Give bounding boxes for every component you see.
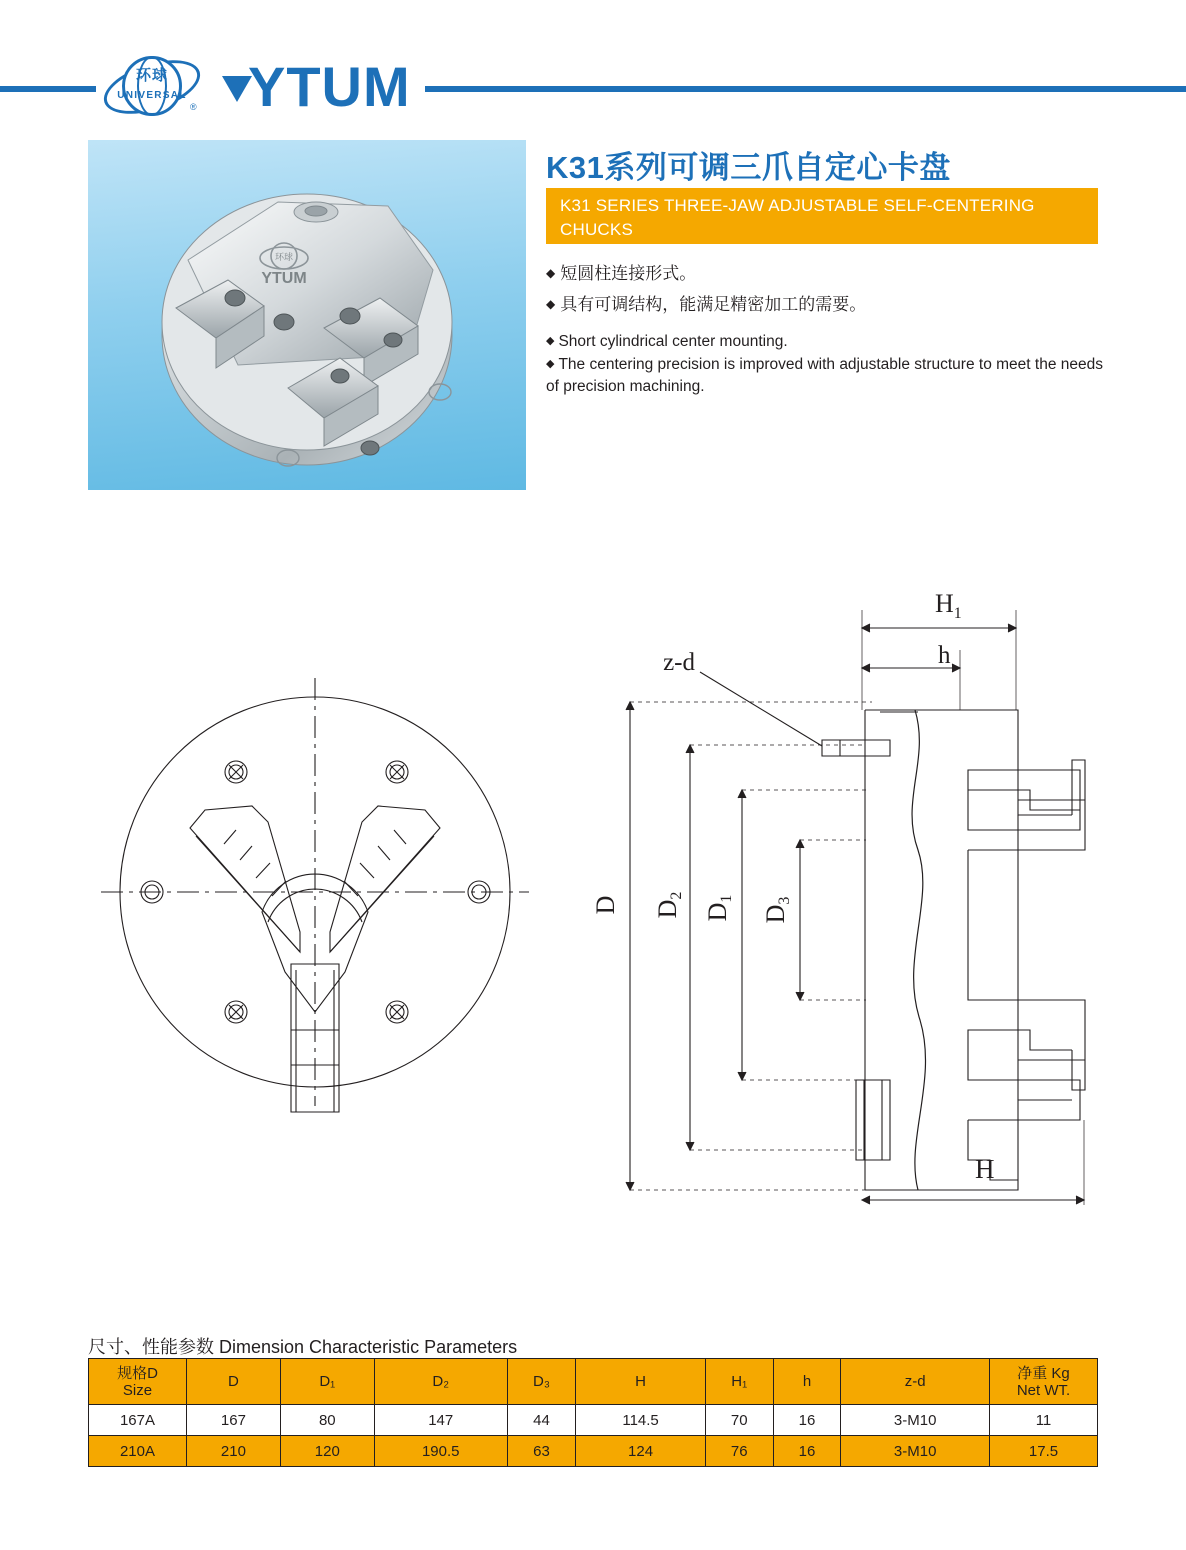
brand-wordmark <box>222 55 411 118</box>
label-D: D <box>591 895 620 915</box>
cell-h: 16 <box>773 1436 841 1467</box>
label-h: h <box>938 642 951 669</box>
product-title-cn: K31系列可调三爪自定心卡盘 <box>546 150 951 185</box>
label-D1: D1 <box>703 894 735 922</box>
feature-en-item: ◆ The centering precision is improved with adjustable structure to meet the needs of precision machining. <box>546 356 1103 395</box>
cell-net: 11 <box>990 1405 1098 1436</box>
label-H: H <box>975 1154 995 1184</box>
product-photo <box>88 140 526 490</box>
logo-cn-text: 环球 <box>135 67 168 84</box>
th-H: H <box>576 1359 706 1405</box>
feature-cn-item: ◆ 短圆柱连接形式。 <box>546 264 697 283</box>
feature-cn-item: ◆ 具有可调结构，能满足精密加工的需要。 <box>546 295 867 314</box>
cell-D2: 147 <box>374 1405 507 1436</box>
cell-h: 16 <box>773 1405 841 1436</box>
chuck-illustration <box>88 140 526 490</box>
th-D: D <box>187 1359 281 1405</box>
svg-text:环球: 环球 <box>274 252 294 262</box>
bullet-diamond-icon: ◆ <box>546 297 556 311</box>
cell-size: 167A <box>89 1405 187 1436</box>
table-caption: 尺寸、性能参数 Dimension Characteristic Parameters <box>88 1337 518 1357</box>
cell-size: 210A <box>89 1436 187 1467</box>
label-zd: z-d <box>663 649 695 676</box>
page-header <box>0 0 1186 130</box>
cell-D1: 80 <box>280 1405 374 1436</box>
features-en <box>546 330 1106 398</box>
feature-en-item: ◆ Short cylindrical center mounting. <box>546 333 788 350</box>
cell-H: 124 <box>576 1436 706 1467</box>
drawing-svg <box>0 560 1186 1220</box>
technical-drawings <box>0 560 1186 1220</box>
features-cn <box>546 258 1102 320</box>
svg-text:YTUM: YTUM <box>261 270 307 287</box>
th-D2: D₂ <box>374 1359 507 1405</box>
cell-H1: 70 <box>705 1405 773 1436</box>
th-zd: z-d <box>841 1359 990 1405</box>
cell-H1: 76 <box>705 1436 773 1467</box>
brand-text: YTUM <box>248 55 411 118</box>
registered-mark: ® <box>190 102 197 112</box>
label-H1: $H_1$ <box>935 589 962 622</box>
table-row <box>89 1405 1098 1436</box>
product-title-en: K31 SERIES THREE-JAW ADJUSTABLE SELF-CENTERING CHUCKS <box>560 196 1035 239</box>
label-D2: D2 <box>653 891 685 919</box>
th-H1: H₁ <box>705 1359 773 1405</box>
globe-icon <box>96 50 208 124</box>
bullet-diamond-icon: ◆ <box>546 266 556 280</box>
th-h: h <box>773 1359 841 1405</box>
cell-D3: 44 <box>507 1405 576 1436</box>
cell-D: 210 <box>187 1436 281 1467</box>
company-logo <box>96 50 425 124</box>
label-D3: D3 <box>761 896 793 924</box>
th-net-weight: 净重 Kg Net WT. <box>990 1359 1098 1405</box>
cell-D2: 190.5 <box>374 1436 507 1467</box>
cell-zd: 3-M10 <box>841 1436 990 1467</box>
cell-D3: 63 <box>507 1436 576 1467</box>
th-size: 规格D Size <box>89 1359 187 1405</box>
table-header-row <box>89 1359 1098 1405</box>
parameters-table <box>88 1358 1098 1467</box>
cell-H: 114.5 <box>576 1405 706 1436</box>
cell-net: 17.5 <box>990 1436 1098 1467</box>
th-D3: D₃ <box>507 1359 576 1405</box>
table-row <box>89 1436 1098 1467</box>
cell-D: 167 <box>187 1405 281 1436</box>
bullet-diamond-icon: ◆ <box>546 335 555 347</box>
th-D1: D₁ <box>280 1359 374 1405</box>
bullet-diamond-icon: ◆ <box>546 358 555 370</box>
cell-zd: 3-M10 <box>841 1405 990 1436</box>
cell-D1: 120 <box>280 1436 374 1467</box>
logo-en-text: UNIVERSAL <box>117 90 187 101</box>
